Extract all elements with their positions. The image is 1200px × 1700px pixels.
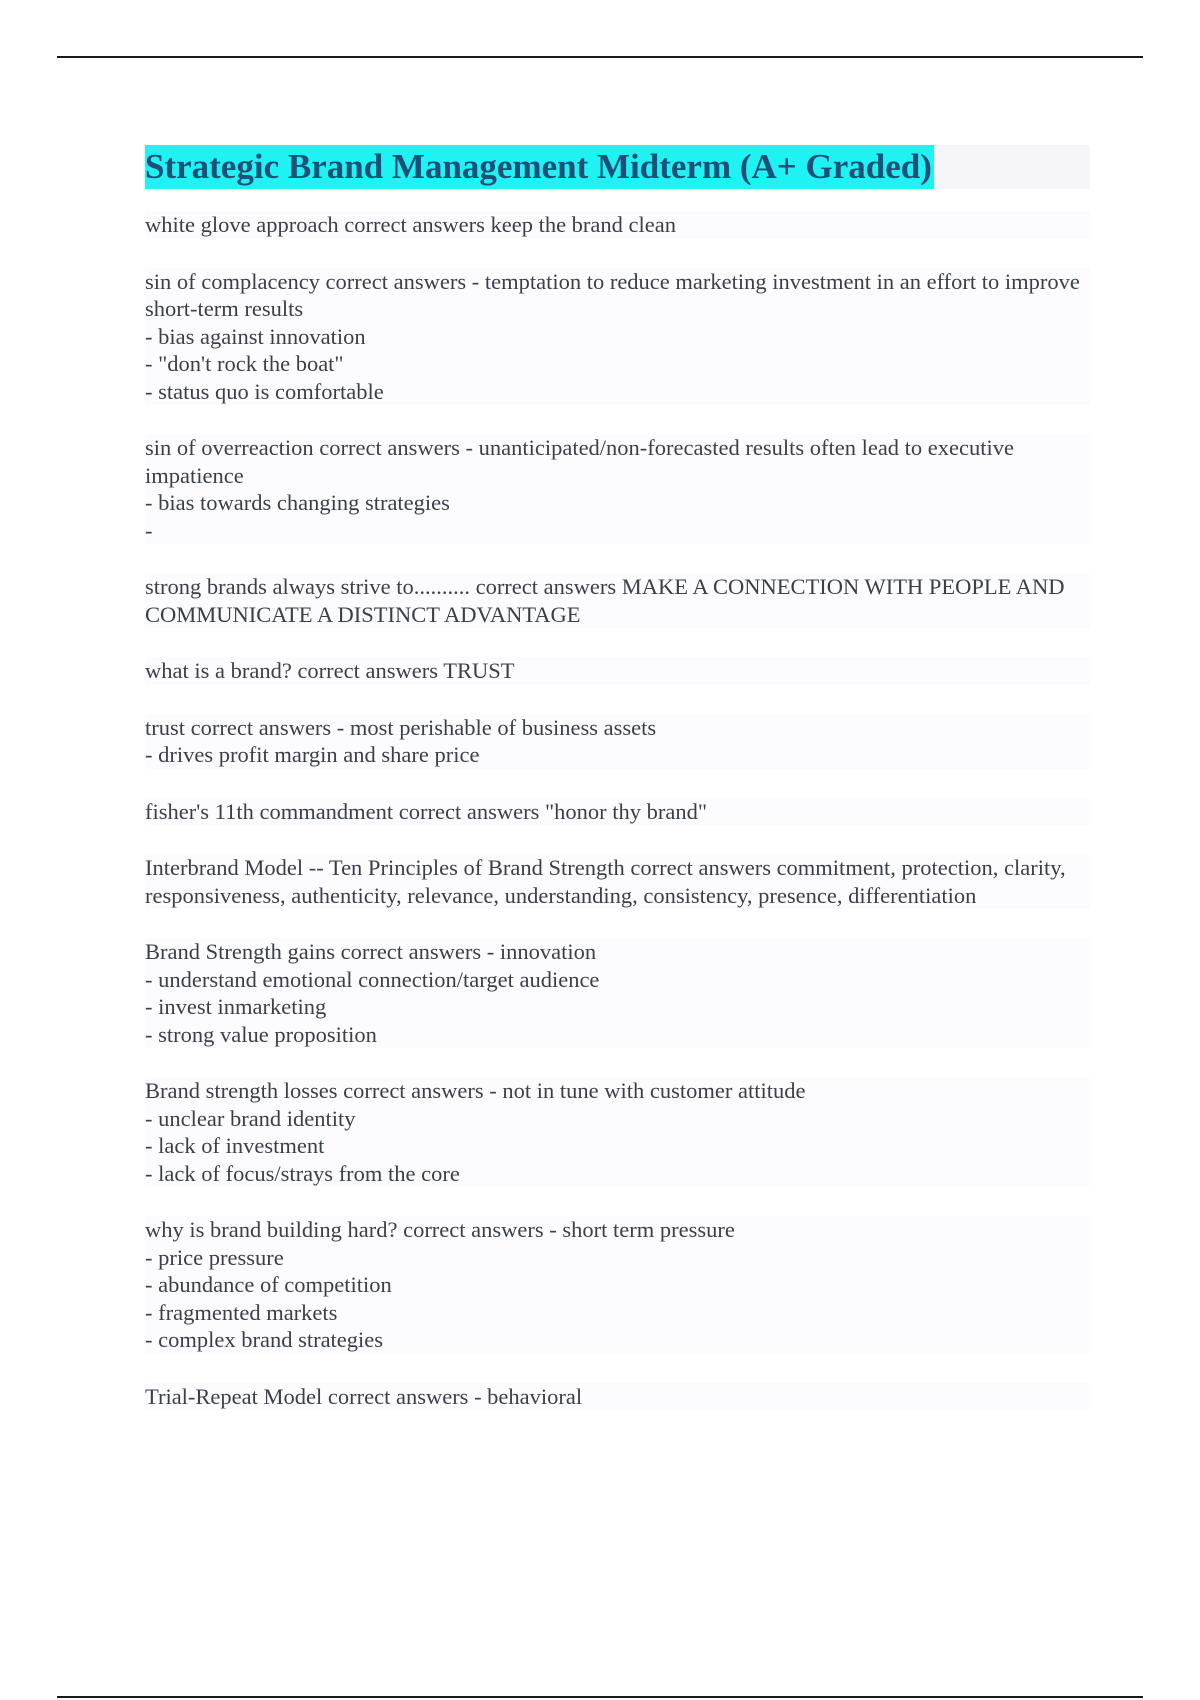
qa-term-line: Trial-Repeat Model correct answers - behavioral: [145, 1383, 583, 1409]
qa-detail-line: - invest inmarketing: [145, 994, 327, 1019]
qa-detail-line: - bias against innovation: [145, 323, 366, 349]
qa-term-line: fisher's 11th commandment correct answers "honor thy brand": [145, 798, 708, 824]
qa-entry: [145, 798, 1090, 826]
qa-entry: [145, 268, 1090, 406]
qa-detail-line: - strong value proposition: [145, 1021, 377, 1047]
qa-term-line: sin of overreaction correct answers - unanticipated/non-forecasted results often lead to executive impatience: [145, 435, 1020, 488]
qa-entry: [145, 938, 1090, 1048]
qa-detail-line: - fragmented markets: [145, 1299, 338, 1325]
qa-term-line: what is a brand? correct answers TRUST: [145, 658, 515, 683]
qa-term-line: Brand strength losses correct answers - not in tune with customer attitude: [145, 1078, 806, 1103]
qa-detail-line: - complex brand strategies: [145, 1327, 384, 1352]
title-bar: [145, 145, 1090, 189]
qa-term-line: sin of complacency correct answers - temptation to reduce marketing investment in an effort to improve short-term results: [145, 268, 1086, 321]
qa-entry: [145, 1383, 1090, 1411]
qa-detail-line: - abundance of competition: [145, 1272, 392, 1297]
qa-entry: [145, 434, 1090, 544]
qa-entry: [145, 1077, 1090, 1187]
qa-term-line: Brand Strength gains correct answers - innovation: [145, 939, 597, 964]
top-rule: [57, 56, 1143, 58]
document-body: [145, 145, 1090, 1439]
qa-term-line: trust correct answers - most perishable of business assets: [145, 714, 657, 740]
qa-detail-line: - lack of focus/strays from the core: [145, 1160, 460, 1186]
qa-term-line: strong brands always strive to.......... correct answers MAKE A CONNECTION WITH PEOPLE AND COMMUNICATE A DISTINCT ADVANTAGE: [145, 574, 1071, 627]
qa-entry: [145, 657, 1090, 685]
qa-entry: [145, 211, 1090, 239]
qa-term-line: Interbrand Model -- Ten Principles of Brand Strength correct answers commitment, protection, clarity, responsiveness, authenticity, relevance, understanding, consistency, presence, differentiation: [145, 855, 1072, 908]
qa-term-line: why is brand building hard? correct answers - short term pressure: [145, 1217, 735, 1242]
qa-detail-line: -: [145, 517, 153, 543]
qa-entry: [145, 573, 1090, 628]
qa-entry: [145, 714, 1090, 769]
document-title: Strategic Brand Management Midterm (A+ Graded): [145, 145, 934, 189]
qa-detail-line: - drives profit margin and share price: [145, 742, 480, 767]
qa-detail-line: - "don't rock the boat": [145, 351, 344, 376]
qa-list: [145, 211, 1090, 1410]
qa-detail-line: - status quo is comfortable: [145, 378, 384, 404]
qa-detail-line: - unclear brand identity: [145, 1105, 356, 1131]
qa-detail-line: - lack of investment: [145, 1133, 325, 1158]
qa-term-line: white glove approach correct answers keep the brand clean: [145, 212, 677, 237]
bottom-rule: [57, 1696, 1143, 1698]
qa-entry: [145, 1216, 1090, 1354]
qa-detail-line: - price pressure: [145, 1244, 284, 1270]
qa-detail-line: - understand emotional connection/target audience: [145, 966, 600, 992]
qa-detail-line: - bias towards changing strategies: [145, 490, 450, 515]
qa-entry: [145, 854, 1090, 909]
